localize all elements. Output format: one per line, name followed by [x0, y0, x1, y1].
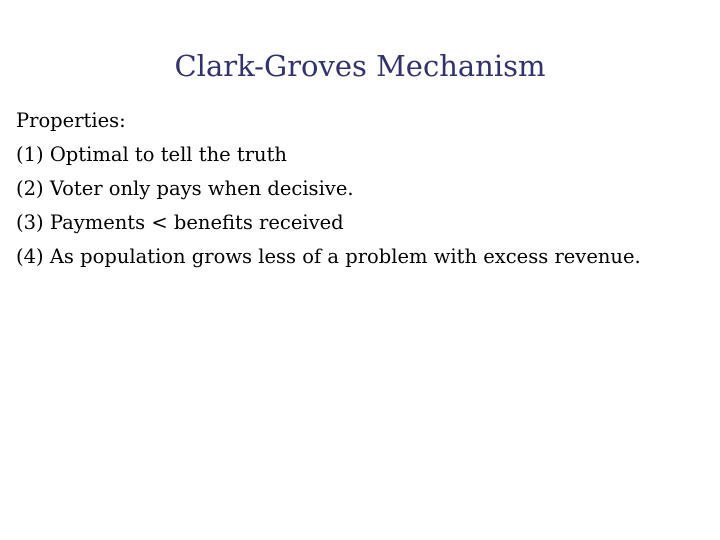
property-item-1: (1) Optimal to tell the truth — [16, 143, 287, 166]
property-item-3: (3) Payments < benefits received — [16, 211, 344, 234]
slide-title: Clark-Groves Mechanism — [174, 49, 546, 83]
property-item-4: (4) As population grows less of a problem with excess revenue. — [16, 245, 641, 268]
slide-body — [16, 104, 712, 274]
property-item-2: (2) Voter only pays when decisive. — [16, 177, 354, 200]
properties-heading: Properties: — [16, 109, 126, 132]
